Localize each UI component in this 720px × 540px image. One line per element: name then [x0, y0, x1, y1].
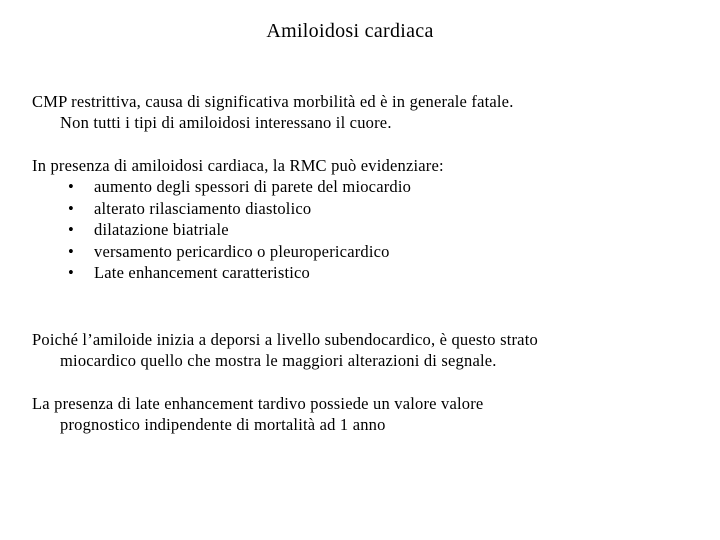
paragraph-rmc-intro: [32, 155, 692, 176]
paragraph-subendocardial: [32, 329, 692, 371]
bullet-text: dilatazione biatriale: [94, 220, 229, 239]
bullet-text: alterato rilasciamento diastolico: [94, 198, 312, 218]
paragraph-line: miocardico quello che mostra le maggiori alterazioni di segnale.: [60, 351, 497, 370]
bullet-marker: •: [68, 198, 74, 218]
bullet-item: [68, 241, 411, 263]
bullet-text: aumento degli spessori di parete del miocardio: [94, 177, 412, 196]
paragraph-prognostic: [32, 393, 692, 435]
paragraph-line: In presenza di amiloidosi cardiaca, la RMC può evidenziare:: [32, 156, 444, 175]
bullet-item: [68, 219, 411, 241]
bullet-marker: •: [68, 220, 74, 239]
paragraph-line: CMP restrittiva, causa di significativa morbilità ed è in generale fatale.: [32, 92, 514, 111]
bullet-marker: •: [68, 263, 74, 282]
bullet-item: [68, 176, 411, 198]
bullet-marker: •: [68, 177, 74, 196]
paragraph-line: La presenza di late enhancement tardivo possiede un valore valore: [32, 394, 484, 413]
paragraph-line: prognostico indipendente di mortalità ad 1 anno: [60, 415, 386, 434]
paragraph-restrictive-cmp: [32, 91, 692, 133]
bullet-text: versamento pericardico o pleuropericardico: [94, 241, 390, 261]
paragraph-line: Poiché l’amiloide inizia a deporsi a livello subendocardico, è questo strato: [32, 330, 538, 349]
paragraph-line: Non tutti i tipi di amiloidosi interessano il cuore.: [60, 113, 392, 132]
bullet-item: [68, 198, 411, 220]
bullet-text: Late enhancement caratteristico: [94, 263, 310, 282]
bullet-item: [68, 262, 411, 284]
slide-title: Amiloidosi cardiaca: [266, 20, 434, 42]
bullet-list: [68, 176, 411, 284]
bullet-marker: •: [68, 241, 74, 261]
